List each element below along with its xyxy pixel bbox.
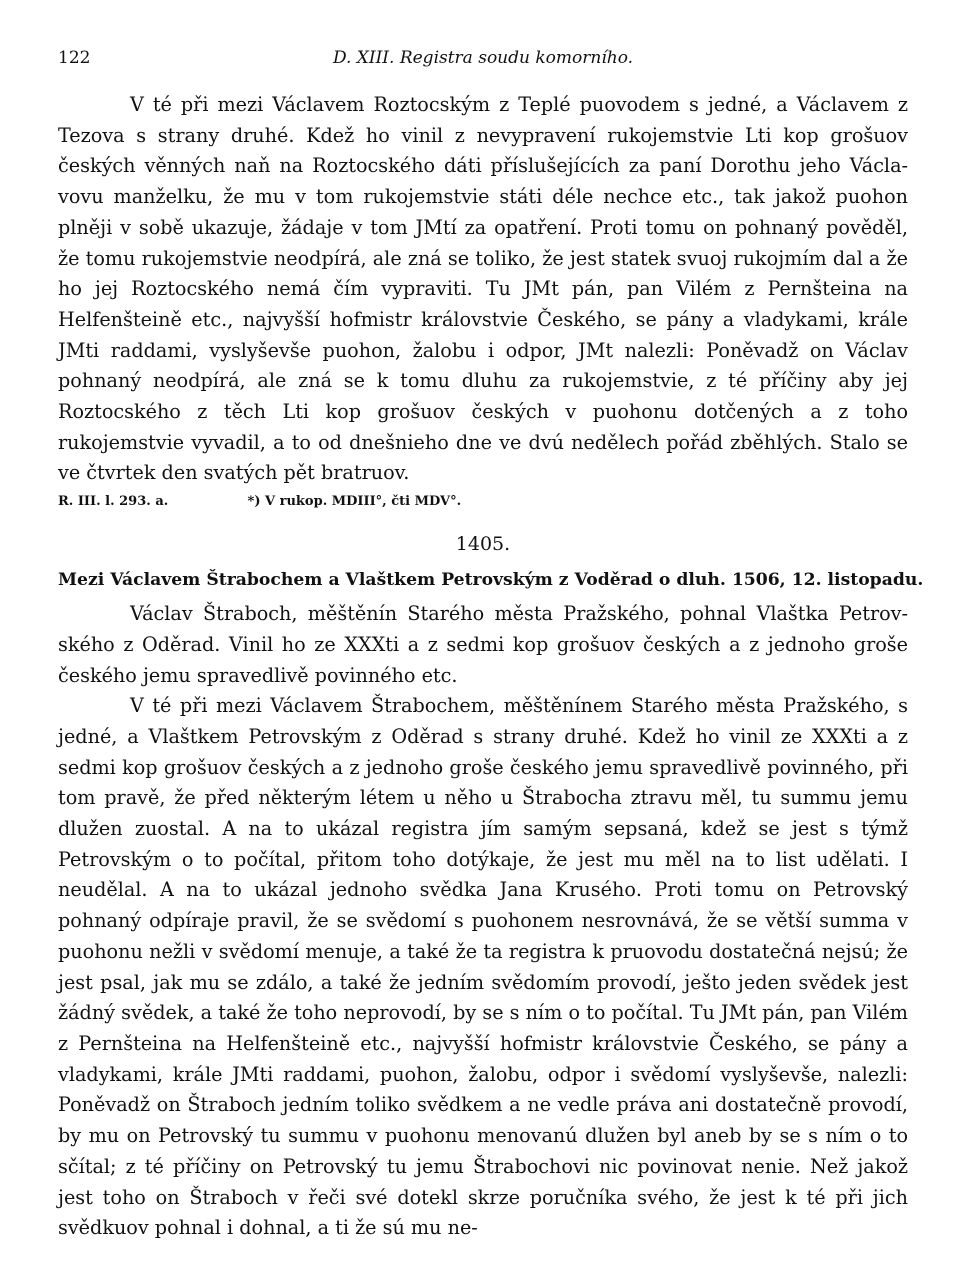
- paragraph: V té při mezi Václavem Štrabochem, měštěnínem Starého města Pražského, s jedné, a Vlaštkem Petrovským z Oděrad s strany druhé. Kdež ho vinil ze XXXti a z sedmi kop grošuov českých a z jednoho groše českého jemu spravedlivě povinného, při tom pravě, že před některým létem u něho u Štrabocha ztravu měl, tu summu jemu dlužen zuostal. A na to ukázal registra jím samým sepsaná, kdež se jest s týmž Petrovským o to počítal, přitom toho dotýkaje, že jest mu měl na to list udělati. I neudělal. A na to ukázal jednoho svědka Jana Kruséhо. Proti tomu on Petrovský pohnaný odpíraje pravil, že se svědomí s puohonem nesrovnává, že se větší summa v puohonu nežli v svědomí menuje, a také že ta registra k pruovodu dostatečná nejsú; že jest psal, jak mu se zdálo, a také že jedním svědomím provodí, ješto jeden svědek jest žádný svědek, a také že toho neprovodí, by se s ním o to počítal. Tu JMt pán, pan Vilém z Pernšteina na Helfenšteině etc., najvyšší hofmistr královstvie Českého, se pány a vladykami, krále JMti raddami, puohon, žalobu, odpor i svědomí vyslyševše, nalezli: Poněvadž on Štraboch jedním toliko svědkem a ne vedle práva ani dostatečně provodí, by mu on Petrovský tu summu v puohonu menovanú dlužen byl aneb by se s ním o to sčítal; z té příčiny on Petrovský tu jemu Štrabochovi nic povinovat nenie. Než jakož jest toho on Štraboch v řeči své dotekl skrze poručníka svého, že jest k té při jich svědkuov pohnal i dohnal, a ti že sú mu ne-: [58, 694, 908, 1240]
- source-reference: R. III. l. 293. a.: [58, 494, 169, 510]
- paragraph: Václav Štraboch, měštěnín Starého města Pražského, pohnal Vlaštka Petrovského z Oděrad. Vinil ho ze XXXti a z sedmi kop grošuov českých a z jednoho groše českého jemu spravedlivě povinného etc.: [58, 602, 908, 687]
- page-body: [58, 90, 924, 1244]
- page-header: [58, 40, 908, 74]
- document-regest: Mezi Václavem Štrabochem a Vlaštkem Petrovským z Voděrad o dluh. 1506, 12. listopadu.: [58, 570, 924, 591]
- paragraph: V té při mezi Václavem Roztocským z Teplé puovodem s jedné, a Václavem z Tezova s strany druhé. Kdež ho vinil z nevypravení rukojemstvie Lti kop grošuov českých věnných naň na Roztocského dáti příslušejících za paní Dorothu jeho Václavovu manželku, že mu v tom rukojemstvie státi déle nechce etc., tak jakož puohon plněji v sobě ukazuje, žádaje v tom JMtí za opatření. Proti tomu on pohnaný pověděl, že tomu rukojemstvie neodpírá, ale zná se toliko, že jest statek svuoj rukojmím dal a že ho jej Roztocského nemá čím vypraviti. Tu JMt pán, pan Vilém z Pernšteina na Helfenšteině etc., najvyšší hofmistr královstvie Českého, se pány a vladykami, krále JMti raddami, vyslyševše puohon, žalobu i odpor, JMt nalezli: Poněvadž on Václav pohnaný neodpírá, ale zná se k tomu dluhu za rukojemstvie, z té příčiny aby jej Roztocského z těch Lti kop grošuov českých v puohonu dotčených a z toho rukojemstvie vyvadil, a to od dnešnieho dne ve dvú nedělech pořád zběhlých. Stalo se ve čtvrtek den svatých pět bratruov.: [58, 93, 908, 485]
- footnote-text: *) V rukop. MDIII°, čti MDV°.: [247, 494, 462, 510]
- document-number: 1405.: [455, 533, 511, 556]
- running-title: D. XIII. Registra soudu komorního.: [332, 48, 634, 68]
- book-page: [58, 40, 924, 1244]
- footnote-line: [58, 491, 908, 513]
- page-number: 122: [58, 48, 91, 68]
